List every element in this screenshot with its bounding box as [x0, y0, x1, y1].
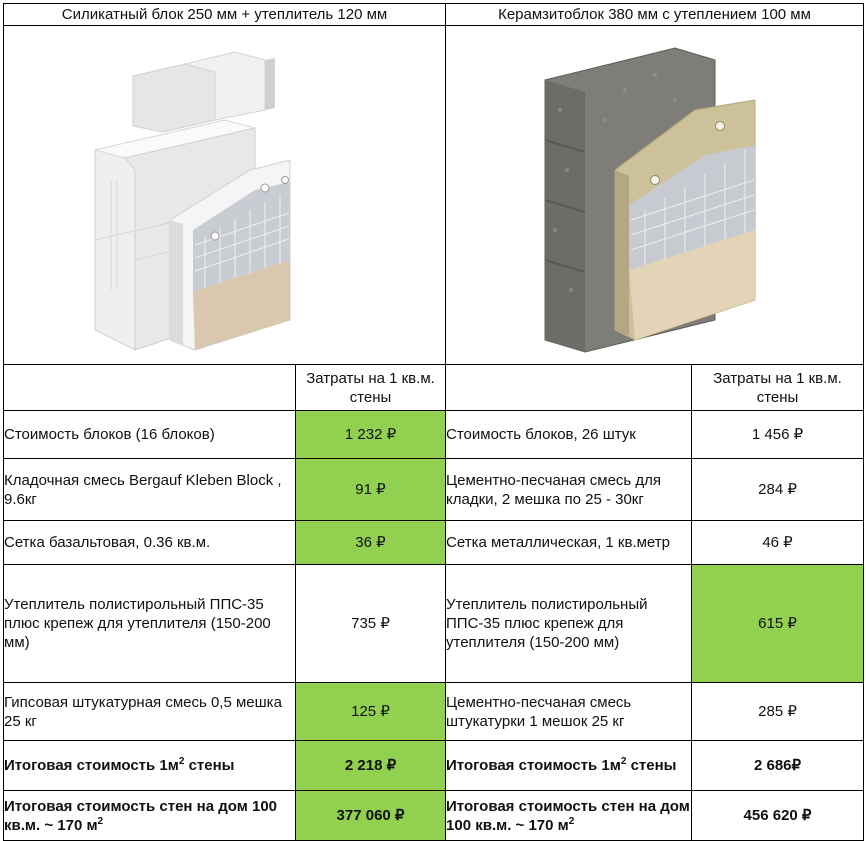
total-sqm-label-left: Итоговая стоимость $1м^2$ стены	[4, 741, 296, 791]
expanded-clay-wall-illustration	[505, 30, 805, 360]
table-row	[4, 521, 864, 565]
cost-header-row	[4, 365, 864, 411]
comparison-table	[3, 3, 864, 841]
row-label-right: Утеплитель полистирольный ППС-35 плюс крепеж для утеплителя (150-200 мм)	[446, 565, 692, 683]
row-label-right: Цементно-песчаная смесь штукатурки 1 мешок 25 кг	[446, 683, 692, 741]
row-label-left: Сетка базальтовая, 0.36 кв.м.	[4, 521, 296, 565]
row-value-left: 125 ₽	[296, 683, 446, 741]
total-house-label-right: Итоговая стоимость стен на дом 100 кв.м. ~ 170 $м^2$	[446, 791, 692, 841]
total-sqm-row	[4, 741, 864, 791]
total-house-value-right: 456 620 ₽	[692, 791, 864, 841]
total-sqm-label-right: Итоговая стоимость $1м^2$ стены	[446, 741, 692, 791]
table-row	[4, 459, 864, 521]
total-house-label-left: Итоговая стоимость стен на дом 100 кв.м. ~ 170 $м^2$	[4, 791, 296, 841]
row-value-right: 1 456 ₽	[692, 411, 864, 459]
row-label-right: Цементно-песчаная смесь для кладки, 2 мешка по 25 - 30кг	[446, 459, 692, 521]
cost-header-right: Затраты на 1 кв.м. стены	[692, 365, 864, 411]
header-left: Силикатный блок 250 мм + утеплитель 120 мм	[4, 4, 446, 26]
image-row	[4, 26, 864, 365]
row-value-left: 1 232 ₽	[296, 411, 446, 459]
row-value-right: 284 ₽	[692, 459, 864, 521]
total-house-value-left: 377 060 ₽	[296, 791, 446, 841]
row-label-left: Гипсовая штукатурная смесь 0,5 мешка 25 кг	[4, 683, 296, 741]
total-sqm-value-left: 2 218 ₽	[296, 741, 446, 791]
row-value-left: 735 ₽	[296, 565, 446, 683]
row-value-right: 46 ₽	[692, 521, 864, 565]
row-value-right: 285 ₽	[692, 683, 864, 741]
row-label-left: Стоимость блоков (16 блоков)	[4, 411, 296, 459]
expanded-clay-block-wall-image	[446, 26, 864, 365]
row-value-left: 91 ₽	[296, 459, 446, 521]
row-value-left: 36 ₽	[296, 521, 446, 565]
header-row	[4, 4, 864, 26]
total-sqm-value-right: 2 686₽	[692, 741, 864, 791]
row-value-right: 615 ₽	[692, 565, 864, 683]
header-right: Керамзитоблок 380 мм с утеплением 100 мм	[446, 4, 864, 26]
row-label-right: Сетка металлическая, 1 кв.метр	[446, 521, 692, 565]
silicate-block-wall-image	[4, 26, 446, 365]
empty-cell	[4, 365, 296, 411]
table-row	[4, 411, 864, 459]
silicate-wall-illustration	[75, 30, 375, 360]
empty-cell	[446, 365, 692, 411]
table-row	[4, 565, 864, 683]
total-house-row	[4, 791, 864, 841]
row-label-left: Кладочная смесь Bergauf Kleben Block , 9.6кг	[4, 459, 296, 521]
row-label-right: Стоимость блоков, 26 штук	[446, 411, 692, 459]
row-label-left: Утеплитель полистирольный ППС-35 плюс крепеж для утеплителя (150-200 мм)	[4, 565, 296, 683]
table-row	[4, 683, 864, 741]
cost-header-left: Затраты на 1 кв.м. стены	[296, 365, 446, 411]
